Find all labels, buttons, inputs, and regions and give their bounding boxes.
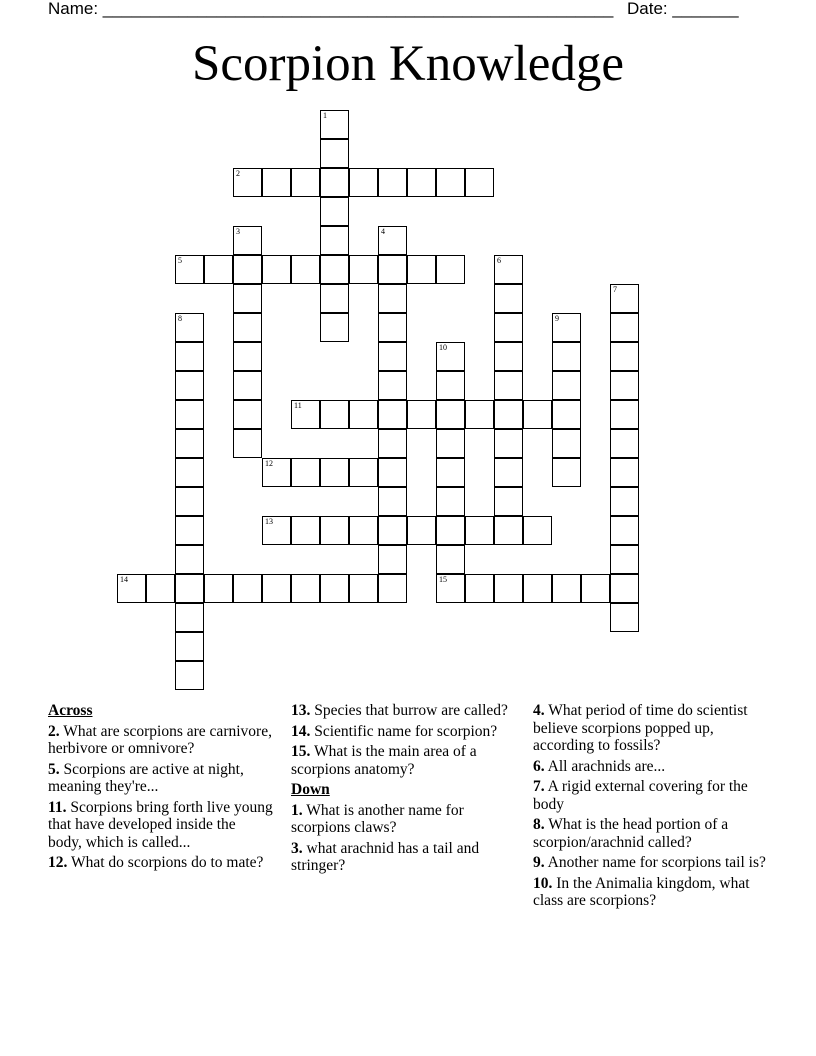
grid-cell[interactable] bbox=[407, 168, 436, 197]
grid-cell[interactable] bbox=[552, 313, 581, 342]
clue-down-8: 8. What is the head portion of a scorpion/arachnid called? bbox=[533, 816, 729, 851]
grid-cell[interactable] bbox=[610, 458, 639, 487]
grid-cell[interactable] bbox=[175, 487, 204, 516]
cell-number: 8 bbox=[178, 314, 182, 323]
grid-cell[interactable] bbox=[175, 342, 204, 371]
clue-across-15: 15. What is the main area of a scorpions anatomy? bbox=[291, 743, 477, 778]
grid-cell[interactable] bbox=[175, 371, 204, 400]
grid-cell[interactable] bbox=[262, 574, 291, 603]
grid-cell[interactable] bbox=[378, 429, 407, 458]
grid-cell[interactable] bbox=[291, 255, 320, 284]
across-heading: Across bbox=[48, 702, 93, 719]
clue-down-7: 7. A rigid external covering for the body bbox=[533, 778, 748, 813]
clue-across-13: 13. Species that burrow are called? bbox=[291, 702, 508, 719]
grid-cell[interactable] bbox=[291, 574, 320, 603]
grid-cell[interactable] bbox=[320, 226, 349, 255]
grid-cell[interactable] bbox=[494, 458, 523, 487]
cell-number: 10 bbox=[439, 343, 447, 352]
grid-cell[interactable] bbox=[175, 516, 204, 545]
grid-cell[interactable] bbox=[349, 458, 378, 487]
grid-cell[interactable] bbox=[494, 371, 523, 400]
grid-cell[interactable] bbox=[465, 516, 494, 545]
grid-cell[interactable] bbox=[494, 284, 523, 313]
grid-cell[interactable] bbox=[436, 574, 465, 603]
grid-cell[interactable] bbox=[291, 458, 320, 487]
grid-cell[interactable] bbox=[349, 168, 378, 197]
grid-cell[interactable] bbox=[494, 574, 523, 603]
grid-cell[interactable] bbox=[378, 226, 407, 255]
grid-cell[interactable] bbox=[407, 516, 436, 545]
grid-cell[interactable] bbox=[610, 574, 639, 603]
grid-cell[interactable] bbox=[407, 400, 436, 429]
grid-cell[interactable] bbox=[233, 284, 262, 313]
grid-cell[interactable] bbox=[552, 574, 581, 603]
cell-number: 7 bbox=[613, 285, 617, 294]
grid-cell[interactable] bbox=[436, 516, 465, 545]
grid-cell[interactable] bbox=[436, 400, 465, 429]
grid-cell[interactable] bbox=[175, 632, 204, 661]
cell-number: 11 bbox=[294, 401, 302, 410]
header bbox=[48, 0, 768, 22]
grid-cell[interactable] bbox=[233, 255, 262, 284]
grid-cell[interactable] bbox=[610, 429, 639, 458]
grid-cell[interactable] bbox=[320, 284, 349, 313]
grid-cell[interactable] bbox=[320, 197, 349, 226]
grid-cell[interactable] bbox=[204, 255, 233, 284]
cell-number: 5 bbox=[178, 256, 182, 265]
grid-cell[interactable] bbox=[610, 400, 639, 429]
grid-cell[interactable] bbox=[320, 168, 349, 197]
clue-across-11: 11. Scorpions bring forth live young that have developed inside the body, which is called... bbox=[48, 798, 273, 851]
cell-number: 6 bbox=[497, 256, 501, 265]
grid-cell[interactable] bbox=[494, 400, 523, 429]
grid-cell[interactable] bbox=[320, 516, 349, 545]
down-heading: Down bbox=[291, 781, 330, 798]
grid-cell[interactable] bbox=[378, 516, 407, 545]
grid-cell[interactable] bbox=[349, 255, 378, 284]
clue-across-14: 14. Scientific name for scorpion? bbox=[291, 722, 498, 740]
date-field-label[interactable]: Date: _______ bbox=[627, 0, 739, 18]
cell-number: 2 bbox=[236, 169, 240, 178]
grid-cell[interactable] bbox=[494, 255, 523, 284]
grid-cell[interactable] bbox=[320, 139, 349, 168]
grid-cell[interactable] bbox=[552, 400, 581, 429]
clue-column-2 bbox=[291, 702, 516, 878]
grid-cell[interactable] bbox=[465, 574, 494, 603]
grid-cell[interactable] bbox=[117, 574, 146, 603]
grid-cell[interactable] bbox=[378, 255, 407, 284]
grid-cell[interactable] bbox=[436, 371, 465, 400]
cell-number: 3 bbox=[236, 227, 240, 236]
grid-cell[interactable] bbox=[378, 371, 407, 400]
grid-cell[interactable] bbox=[610, 313, 639, 342]
grid-cell[interactable] bbox=[175, 603, 204, 632]
grid-cell[interactable] bbox=[320, 400, 349, 429]
grid-cell[interactable] bbox=[175, 458, 204, 487]
grid-cell[interactable] bbox=[233, 313, 262, 342]
grid-cell[interactable] bbox=[610, 371, 639, 400]
cell-number: 4 bbox=[381, 227, 385, 236]
grid-cell[interactable] bbox=[436, 168, 465, 197]
grid-cell[interactable] bbox=[146, 574, 175, 603]
grid-cell[interactable] bbox=[349, 516, 378, 545]
grid-cell[interactable] bbox=[233, 429, 262, 458]
grid-cell[interactable] bbox=[610, 284, 639, 313]
clue-column-1 bbox=[48, 702, 273, 875]
grid-cell[interactable] bbox=[320, 313, 349, 342]
grid-cell[interactable] bbox=[494, 429, 523, 458]
grid-cell[interactable] bbox=[465, 400, 494, 429]
grid-cell[interactable] bbox=[175, 313, 204, 342]
grid-cell[interactable] bbox=[610, 603, 639, 632]
grid-cell[interactable] bbox=[436, 545, 465, 574]
grid-cell[interactable] bbox=[233, 371, 262, 400]
grid-cell[interactable] bbox=[378, 400, 407, 429]
grid-cell[interactable] bbox=[175, 574, 204, 603]
cell-number: 14 bbox=[120, 575, 128, 584]
grid-cell[interactable] bbox=[407, 255, 436, 284]
grid-cell[interactable] bbox=[320, 458, 349, 487]
grid-cell[interactable] bbox=[378, 313, 407, 342]
grid-cell[interactable] bbox=[552, 458, 581, 487]
grid-cell[interactable] bbox=[552, 342, 581, 371]
clue-column-3 bbox=[533, 702, 773, 913]
grid-cell[interactable] bbox=[436, 429, 465, 458]
cell-number: 9 bbox=[555, 314, 559, 323]
grid-cell[interactable] bbox=[610, 487, 639, 516]
grid-cell[interactable] bbox=[378, 574, 407, 603]
grid-cell[interactable] bbox=[494, 487, 523, 516]
grid-cell[interactable] bbox=[320, 574, 349, 603]
grid-cell[interactable] bbox=[291, 168, 320, 197]
clue-down-3: 3. what arachnid has a tail and stringer? bbox=[291, 839, 480, 874]
grid-cell[interactable] bbox=[204, 574, 233, 603]
grid-cell[interactable] bbox=[349, 400, 378, 429]
grid-cell[interactable] bbox=[320, 255, 349, 284]
grid-cell[interactable] bbox=[175, 255, 204, 284]
grid-cell[interactable] bbox=[291, 516, 320, 545]
grid-cell[interactable] bbox=[436, 342, 465, 371]
grid-cell[interactable] bbox=[523, 400, 552, 429]
grid-cell[interactable] bbox=[233, 342, 262, 371]
grid-cell[interactable] bbox=[581, 574, 610, 603]
clue-across-5: 5. Scorpions are active at night, meaning they're... bbox=[48, 760, 244, 795]
cell-number: 12 bbox=[265, 459, 273, 468]
page-title: Scorpion Knowledge bbox=[191, 36, 624, 92]
grid-cell[interactable] bbox=[175, 400, 204, 429]
clue-across-12: 12. What do scorpions do to mate? bbox=[48, 854, 264, 871]
clue-across-2: 2. What are scorpions are carnivore, herbivore or omnivore? bbox=[48, 722, 272, 757]
grid-cell[interactable] bbox=[465, 168, 494, 197]
grid-cell[interactable] bbox=[523, 516, 552, 545]
grid-cell[interactable] bbox=[523, 574, 552, 603]
clue-down-1: 1. What is another name for scorpions claws? bbox=[291, 801, 464, 836]
clue-down-10: 10. In the Animalia kingdom, what class are scorpions? bbox=[533, 874, 750, 909]
clue-down-4: 4. What period of time do scientist believe scorpions popped up, according to fossils? bbox=[533, 702, 748, 754]
name-field-label[interactable]: Name: ______________________________________________________ bbox=[48, 0, 614, 18]
cell-number: 13 bbox=[265, 517, 273, 526]
grid-cell[interactable] bbox=[233, 168, 262, 197]
grid-cell[interactable] bbox=[378, 487, 407, 516]
grid-cell[interactable] bbox=[494, 313, 523, 342]
grid-cell[interactable] bbox=[175, 545, 204, 574]
grid-cell[interactable] bbox=[291, 400, 320, 429]
grid-cell[interactable] bbox=[262, 516, 291, 545]
grid-cell[interactable] bbox=[494, 342, 523, 371]
grid-cell[interactable] bbox=[378, 342, 407, 371]
cell-number: 15 bbox=[439, 575, 447, 584]
grid-cell[interactable] bbox=[378, 545, 407, 574]
grid-cell[interactable] bbox=[436, 487, 465, 516]
grid-cell[interactable] bbox=[552, 371, 581, 400]
grid-cell[interactable] bbox=[233, 574, 262, 603]
grid-cell[interactable] bbox=[262, 255, 291, 284]
grid-cell[interactable] bbox=[262, 168, 291, 197]
grid-cell[interactable] bbox=[175, 429, 204, 458]
grid-cell[interactable] bbox=[378, 168, 407, 197]
clue-down-9: 9. Another name for scorpions tail is? bbox=[533, 854, 766, 871]
grid-cell[interactable] bbox=[378, 284, 407, 313]
grid-cell[interactable] bbox=[494, 516, 523, 545]
grid-cell[interactable] bbox=[233, 400, 262, 429]
cell-number: 1 bbox=[323, 111, 327, 120]
clue-down-6: 6. All arachnids are... bbox=[533, 757, 666, 775]
grid-cell[interactable] bbox=[610, 342, 639, 371]
grid-cell[interactable] bbox=[610, 516, 639, 545]
grid-cell[interactable] bbox=[175, 661, 204, 690]
grid-cell[interactable] bbox=[436, 255, 465, 284]
grid-cell[interactable] bbox=[552, 429, 581, 458]
grid-cell[interactable] bbox=[378, 458, 407, 487]
grid-cell[interactable] bbox=[436, 458, 465, 487]
grid-cell[interactable] bbox=[262, 458, 291, 487]
grid-cell[interactable] bbox=[233, 226, 262, 255]
grid-cell[interactable] bbox=[610, 545, 639, 574]
grid-cell[interactable] bbox=[349, 574, 378, 603]
grid-cell[interactable] bbox=[320, 110, 349, 139]
